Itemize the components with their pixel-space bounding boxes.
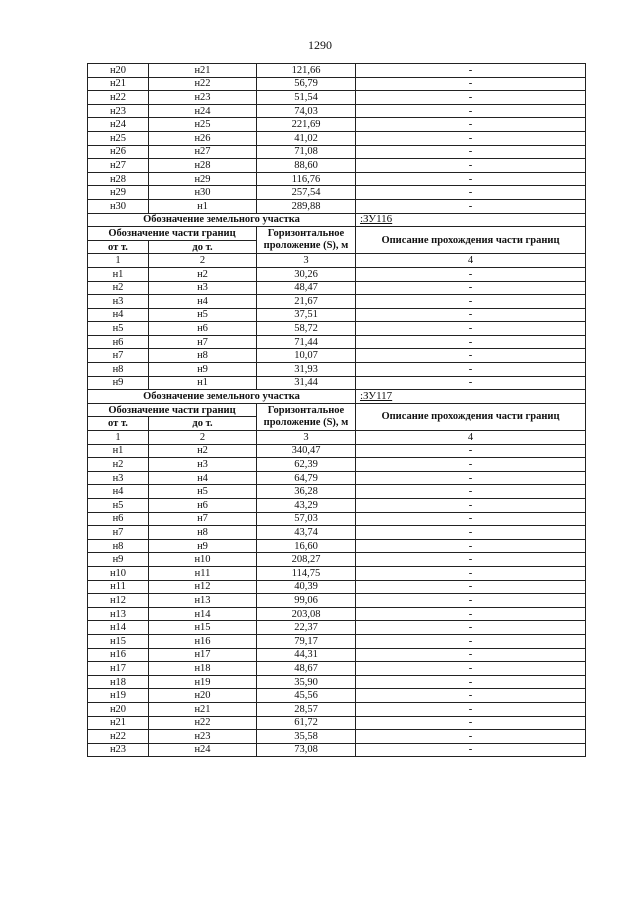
point-to-cell: н1 — [149, 376, 257, 390]
table-row — [88, 607, 586, 621]
boundary-parts-header: Обозначение части границ — [88, 227, 257, 241]
description-cell: - — [356, 512, 586, 526]
length-cell: 203,08 — [257, 607, 356, 621]
description-cell: - — [356, 594, 586, 608]
table-row — [88, 335, 586, 349]
boundary-table — [87, 63, 586, 757]
table-row — [88, 104, 586, 118]
header-row — [88, 227, 586, 241]
point-to-cell: н12 — [149, 580, 257, 594]
section-title-row — [88, 213, 586, 227]
length-cell: 35,90 — [257, 675, 356, 689]
point-to-cell: н25 — [149, 118, 257, 132]
description-cell: - — [356, 566, 586, 580]
length-cell: 51,54 — [257, 91, 356, 105]
table-row — [88, 743, 586, 757]
description-cell: - — [356, 607, 586, 621]
description-cell: - — [356, 716, 586, 730]
point-to-cell: н5 — [149, 308, 257, 322]
point-to-cell: н3 — [149, 281, 257, 295]
to-point-header: до т. — [149, 417, 257, 431]
description-cell: - — [356, 648, 586, 662]
table-row — [88, 580, 586, 594]
point-to-cell: н21 — [149, 702, 257, 716]
point-to-cell: н29 — [149, 172, 257, 186]
point-to-cell: н26 — [149, 131, 257, 145]
description-cell: - — [356, 499, 586, 513]
length-cell: 62,39 — [257, 458, 356, 472]
point-from-cell: н21 — [88, 77, 149, 91]
point-from-cell: н11 — [88, 580, 149, 594]
column-number: 3 — [257, 254, 356, 268]
point-from-cell: н29 — [88, 186, 149, 200]
table-row — [88, 594, 586, 608]
column-number: 2 — [149, 431, 257, 445]
description-cell: - — [356, 186, 586, 200]
description-cell: - — [356, 335, 586, 349]
point-to-cell: н8 — [149, 349, 257, 363]
point-to-cell: н23 — [149, 730, 257, 744]
table-row — [88, 662, 586, 676]
point-to-cell: н11 — [149, 566, 257, 580]
point-to-cell: н5 — [149, 485, 257, 499]
point-from-cell: н13 — [88, 607, 149, 621]
table-row — [88, 566, 586, 580]
point-to-cell: н1 — [149, 199, 257, 213]
table-row — [88, 349, 586, 363]
length-cell: 28,57 — [257, 702, 356, 716]
point-from-cell: н28 — [88, 172, 149, 186]
length-cell: 40,39 — [257, 580, 356, 594]
point-to-cell: н9 — [149, 539, 257, 553]
table-row — [88, 512, 586, 526]
description-cell: - — [356, 308, 586, 322]
length-cell: 31,93 — [257, 363, 356, 377]
table-row — [88, 281, 586, 295]
point-to-cell: н4 — [149, 295, 257, 309]
point-to-cell: н7 — [149, 512, 257, 526]
table-row — [88, 322, 586, 336]
length-cell: 57,03 — [257, 512, 356, 526]
length-cell: 88,60 — [257, 159, 356, 173]
description-cell: - — [356, 444, 586, 458]
description-cell: - — [356, 702, 586, 716]
table-row — [88, 539, 586, 553]
description-cell: - — [356, 376, 586, 390]
point-to-cell: н24 — [149, 104, 257, 118]
point-from-cell: н27 — [88, 159, 149, 173]
table-row — [88, 621, 586, 635]
description-cell: - — [356, 580, 586, 594]
table-row — [88, 716, 586, 730]
description-cell: - — [356, 553, 586, 567]
land-plot-code: :ЗУ116 — [356, 213, 586, 227]
column-number: 2 — [149, 254, 257, 268]
point-from-cell: н9 — [88, 553, 149, 567]
section-title-row — [88, 390, 586, 404]
point-from-cell: н1 — [88, 267, 149, 281]
from-point-header: от т. — [88, 417, 149, 431]
point-from-cell: н3 — [88, 295, 149, 309]
table-row — [88, 363, 586, 377]
column-number: 1 — [88, 431, 149, 445]
point-to-cell: н14 — [149, 607, 257, 621]
length-cell: 58,72 — [257, 322, 356, 336]
table-row — [88, 199, 586, 213]
description-cell: - — [356, 267, 586, 281]
description-header: Описание прохождения части границ — [356, 227, 586, 254]
description-cell: - — [356, 539, 586, 553]
length-cell: 56,79 — [257, 77, 356, 91]
description-cell: - — [356, 485, 586, 499]
length-cell: 79,17 — [257, 634, 356, 648]
description-cell: - — [356, 159, 586, 173]
description-cell: - — [356, 675, 586, 689]
length-cell: 74,03 — [257, 104, 356, 118]
table-row — [88, 64, 586, 78]
point-from-cell: н22 — [88, 91, 149, 105]
table-row — [88, 730, 586, 744]
column-number: 4 — [356, 431, 586, 445]
length-cell: 41,02 — [257, 131, 356, 145]
description-cell: - — [356, 91, 586, 105]
point-from-cell: н6 — [88, 335, 149, 349]
point-to-cell: н22 — [149, 77, 257, 91]
table-row — [88, 308, 586, 322]
description-cell: - — [356, 172, 586, 186]
length-cell: 221,69 — [257, 118, 356, 132]
point-to-cell: н6 — [149, 322, 257, 336]
point-from-cell: н25 — [88, 131, 149, 145]
length-cell: 35,58 — [257, 730, 356, 744]
point-from-cell: н20 — [88, 64, 149, 78]
table-row — [88, 526, 586, 540]
horizontal-length-header: Горизонтальное проложение (S), м — [257, 403, 356, 430]
table-row — [88, 689, 586, 703]
length-cell: 16,60 — [257, 539, 356, 553]
length-cell: 36,28 — [257, 485, 356, 499]
header-row — [88, 403, 586, 417]
table-row — [88, 485, 586, 499]
from-point-header: от т. — [88, 240, 149, 254]
point-from-cell: н24 — [88, 118, 149, 132]
point-from-cell: н3 — [88, 471, 149, 485]
land-plot-label: Обозначение земельного участка — [88, 213, 356, 227]
table-row — [88, 172, 586, 186]
land-plot-code: :ЗУ117 — [356, 390, 586, 404]
length-cell: 31,44 — [257, 376, 356, 390]
length-cell: 45,56 — [257, 689, 356, 703]
point-to-cell: н2 — [149, 444, 257, 458]
description-cell: - — [356, 662, 586, 676]
point-from-cell: н23 — [88, 104, 149, 118]
point-to-cell: н4 — [149, 471, 257, 485]
description-cell: - — [356, 349, 586, 363]
point-from-cell: н8 — [88, 363, 149, 377]
length-cell: 116,76 — [257, 172, 356, 186]
table-row — [88, 675, 586, 689]
point-from-cell: н7 — [88, 349, 149, 363]
description-cell: - — [356, 199, 586, 213]
to-point-header: до т. — [149, 240, 257, 254]
length-cell: 73,08 — [257, 743, 356, 757]
length-cell: 48,47 — [257, 281, 356, 295]
point-from-cell: н5 — [88, 322, 149, 336]
point-from-cell: н2 — [88, 458, 149, 472]
table-row — [88, 499, 586, 513]
point-to-cell: н15 — [149, 621, 257, 635]
column-number-row — [88, 254, 586, 268]
table-row — [88, 458, 586, 472]
description-cell: - — [356, 118, 586, 132]
length-cell: 257,54 — [257, 186, 356, 200]
point-from-cell: н21 — [88, 716, 149, 730]
horizontal-length-header: Горизонтальное проложение (S), м — [257, 227, 356, 254]
column-number: 4 — [356, 254, 586, 268]
length-cell: 289,88 — [257, 199, 356, 213]
table-row — [88, 471, 586, 485]
point-from-cell: н19 — [88, 689, 149, 703]
description-cell: - — [356, 322, 586, 336]
point-to-cell: н6 — [149, 499, 257, 513]
point-from-cell: н23 — [88, 743, 149, 757]
description-cell: - — [356, 145, 586, 159]
length-cell: 37,51 — [257, 308, 356, 322]
point-from-cell: н7 — [88, 526, 149, 540]
land-plot-label: Обозначение земельного участка — [88, 390, 356, 404]
length-cell: 22,37 — [257, 621, 356, 635]
length-cell: 30,26 — [257, 267, 356, 281]
point-from-cell: н20 — [88, 702, 149, 716]
description-cell: - — [356, 295, 586, 309]
table-row — [88, 91, 586, 105]
description-cell: - — [356, 634, 586, 648]
point-from-cell: н9 — [88, 376, 149, 390]
point-from-cell: н12 — [88, 594, 149, 608]
point-from-cell: н26 — [88, 145, 149, 159]
description-header: Описание прохождения части границ — [356, 403, 586, 430]
column-number: 3 — [257, 431, 356, 445]
length-cell: 71,44 — [257, 335, 356, 349]
page-number: 1290 — [308, 38, 332, 52]
point-to-cell: н2 — [149, 267, 257, 281]
point-from-cell: н18 — [88, 675, 149, 689]
length-cell: 61,72 — [257, 716, 356, 730]
table-row — [88, 77, 586, 91]
description-cell: - — [356, 131, 586, 145]
table-row — [88, 131, 586, 145]
point-to-cell: н18 — [149, 662, 257, 676]
length-cell: 43,74 — [257, 526, 356, 540]
boundary-parts-header: Обозначение части границ — [88, 403, 257, 417]
point-to-cell: н8 — [149, 526, 257, 540]
point-from-cell: н17 — [88, 662, 149, 676]
point-from-cell: н22 — [88, 730, 149, 744]
point-to-cell: н19 — [149, 675, 257, 689]
length-cell: 121,66 — [257, 64, 356, 78]
length-cell: 43,29 — [257, 499, 356, 513]
length-cell: 48,67 — [257, 662, 356, 676]
point-to-cell: н16 — [149, 634, 257, 648]
point-to-cell: н10 — [149, 553, 257, 567]
column-number-row — [88, 431, 586, 445]
description-cell: - — [356, 743, 586, 757]
point-to-cell: н9 — [149, 363, 257, 377]
table-row — [88, 186, 586, 200]
description-cell: - — [356, 281, 586, 295]
length-cell: 99,06 — [257, 594, 356, 608]
description-cell: - — [356, 64, 586, 78]
point-from-cell: н10 — [88, 566, 149, 580]
point-from-cell: н30 — [88, 199, 149, 213]
point-to-cell: н28 — [149, 159, 257, 173]
table-row — [88, 648, 586, 662]
point-to-cell: н21 — [149, 64, 257, 78]
point-from-cell: н5 — [88, 499, 149, 513]
point-from-cell: н15 — [88, 634, 149, 648]
description-cell: - — [356, 77, 586, 91]
point-from-cell: н14 — [88, 621, 149, 635]
table-row — [88, 118, 586, 132]
table-row — [88, 159, 586, 173]
length-cell: 44,31 — [257, 648, 356, 662]
point-to-cell: н23 — [149, 91, 257, 105]
point-from-cell: н4 — [88, 485, 149, 499]
point-to-cell: н30 — [149, 186, 257, 200]
table-row — [88, 267, 586, 281]
table-row — [88, 295, 586, 309]
boundary-table-body — [88, 64, 586, 757]
length-cell: 340,47 — [257, 444, 356, 458]
point-to-cell: н27 — [149, 145, 257, 159]
point-to-cell: н24 — [149, 743, 257, 757]
description-cell: - — [356, 363, 586, 377]
description-cell: - — [356, 621, 586, 635]
table-row — [88, 145, 586, 159]
table-row — [88, 376, 586, 390]
point-to-cell: н3 — [149, 458, 257, 472]
table-row — [88, 553, 586, 567]
point-to-cell: н7 — [149, 335, 257, 349]
table-row — [88, 702, 586, 716]
length-cell: 114,75 — [257, 566, 356, 580]
point-to-cell: н20 — [149, 689, 257, 703]
point-from-cell: н6 — [88, 512, 149, 526]
length-cell: 71,08 — [257, 145, 356, 159]
description-cell: - — [356, 526, 586, 540]
table-row — [88, 444, 586, 458]
point-from-cell: н8 — [88, 539, 149, 553]
point-from-cell: н1 — [88, 444, 149, 458]
description-cell: - — [356, 104, 586, 118]
column-number: 1 — [88, 254, 149, 268]
point-to-cell: н13 — [149, 594, 257, 608]
length-cell: 21,67 — [257, 295, 356, 309]
length-cell: 64,79 — [257, 471, 356, 485]
point-from-cell: н2 — [88, 281, 149, 295]
description-cell: - — [356, 458, 586, 472]
point-from-cell: н16 — [88, 648, 149, 662]
point-to-cell: н22 — [149, 716, 257, 730]
description-cell: - — [356, 471, 586, 485]
table-row — [88, 634, 586, 648]
point-from-cell: н4 — [88, 308, 149, 322]
length-cell: 10,07 — [257, 349, 356, 363]
description-cell: - — [356, 689, 586, 703]
length-cell: 208,27 — [257, 553, 356, 567]
description-cell: - — [356, 730, 586, 744]
point-to-cell: н17 — [149, 648, 257, 662]
